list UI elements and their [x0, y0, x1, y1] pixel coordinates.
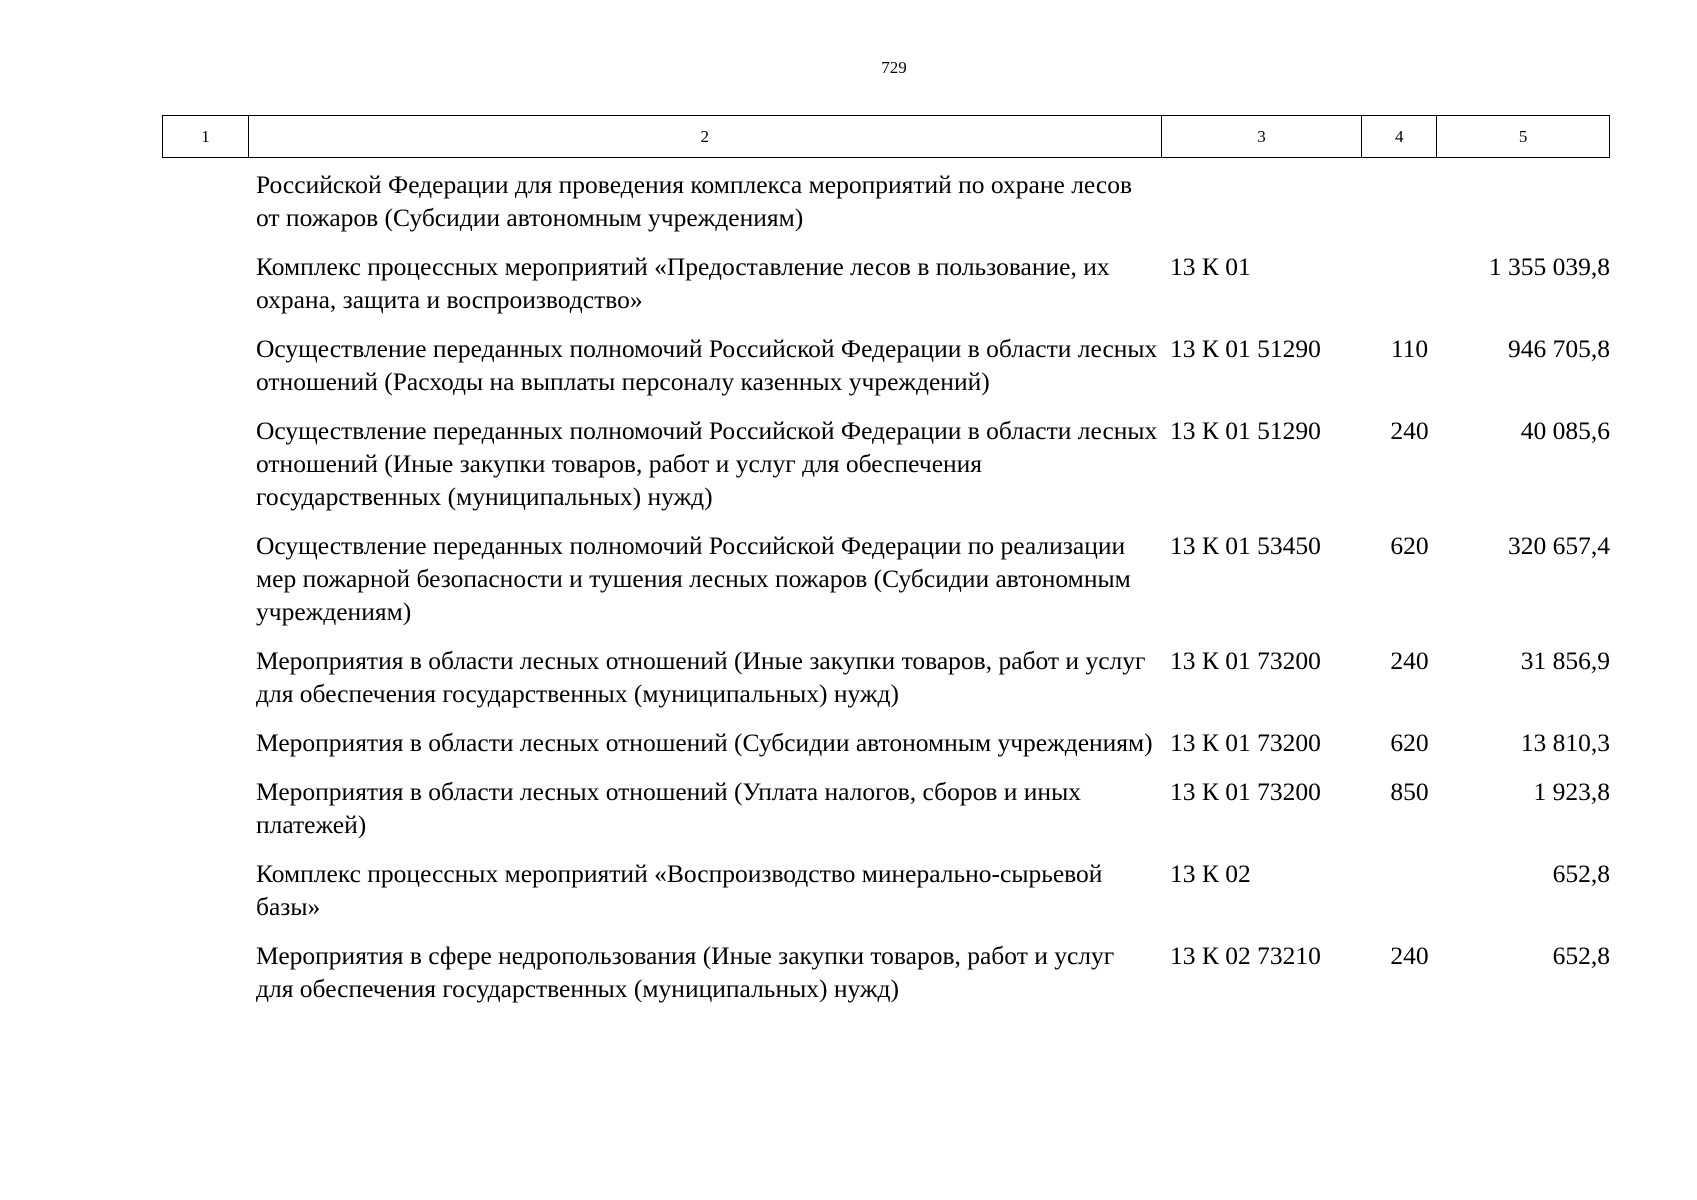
- row-sum: 652,8: [1552, 941, 1610, 970]
- row-code: [1170, 168, 1371, 234]
- table-header: [162, 115, 1610, 158]
- row-type: [1371, 250, 1446, 316]
- row-code: 13 К 01: [1170, 252, 1251, 281]
- row-type: 620: [1390, 728, 1429, 757]
- row-type: 240: [1390, 416, 1429, 445]
- row-type: [1371, 857, 1446, 923]
- row-name: Комплекс процессных мероприятий «Воспроизводство минерально-сырьевой базы»: [256, 859, 1103, 921]
- row-code: 13 К 01 73200: [1170, 646, 1321, 675]
- row-name: Мероприятия в области лесных отношений (Уплата налогов, сборов и иных платежей): [256, 777, 1081, 839]
- table-row: [256, 775, 1610, 841]
- header-col-5: 5: [1518, 126, 1528, 146]
- row-sum: 946 705,8: [1508, 334, 1610, 363]
- table-body: [256, 168, 1610, 1021]
- table-row: [256, 644, 1610, 710]
- header-col-4: 4: [1362, 116, 1437, 157]
- row-sum: 13 810,3: [1520, 728, 1610, 757]
- row-sum: 1 923,8: [1533, 777, 1610, 806]
- row-code: 13 К 01 73200: [1170, 728, 1321, 757]
- row-type: 620: [1390, 531, 1429, 560]
- row-name: Осуществление переданных полномочий Российской Федерации по реализации мер пожарной безопасности и тушения лесных пожаров (Субсидии автономным учреждениям): [256, 531, 1131, 626]
- row-code: 13 К 02 73210: [1170, 941, 1321, 970]
- row-sum: 652,8: [1552, 859, 1610, 888]
- row-name: Мероприятия в сфере недропользования (Иные закупки товаров, работ и услуг для обеспечения государственных (муниципальных) нужд): [256, 941, 1115, 1003]
- row-type: 110: [1390, 334, 1429, 363]
- table-row: [256, 726, 1610, 759]
- row-code: 13 К 01 73200: [1170, 777, 1321, 806]
- table-row: [256, 414, 1610, 513]
- table-row: [256, 168, 1610, 234]
- page-number: 729: [881, 58, 907, 77]
- row-sum: 40 085,6: [1520, 416, 1610, 445]
- table-row: [256, 939, 1610, 1005]
- table-row: [256, 857, 1610, 923]
- row-sum: 320 657,4: [1508, 531, 1610, 560]
- header-col-3: 3: [1162, 116, 1363, 157]
- table-row: [256, 250, 1610, 316]
- row-name: Комплекс процессных мероприятий «Предоставление лесов в пользование, их охрана, защита и воспроизводство»: [256, 252, 1110, 314]
- row-name: Мероприятия в области лесных отношений (Иные закупки товаров, работ и услуг для обеспечения государственных (муниципальных) нужд): [256, 646, 1146, 708]
- row-sum: 1 355 039,8: [1488, 252, 1610, 281]
- row-name: Осуществление переданных полномочий Российской Федерации в области лесных отношений (Иные закупки товаров, работ и услуг для обеспечения государственных (муниципальных) нужд): [256, 416, 1158, 511]
- row-code: 13 К 01 51290: [1170, 334, 1321, 363]
- row-type: [1371, 168, 1446, 234]
- row-type: 240: [1390, 646, 1429, 675]
- row-code: 13 К 02: [1170, 859, 1251, 888]
- header-col-2: 2: [249, 116, 1162, 157]
- row-name: Российской Федерации для проведения комплекса мероприятий по охране лесов от пожаров (Субсидии автономным учреждениям): [256, 170, 1132, 232]
- row-name: Мероприятия в области лесных отношений (Субсидии автономным учреждениям): [256, 728, 1153, 757]
- row-code: 13 К 01 51290: [1170, 416, 1321, 445]
- row-sum: 31 856,9: [1520, 646, 1610, 675]
- table-row: [256, 529, 1610, 628]
- row-type: 240: [1390, 941, 1429, 970]
- row-name: Осуществление переданных полномочий Российской Федерации в области лесных отношений (Расходы на выплаты персоналу казенных учреждений): [256, 334, 1158, 396]
- row-code: 13 К 01 53450: [1170, 531, 1321, 560]
- table-row: [256, 332, 1610, 398]
- row-sum: [1446, 168, 1610, 234]
- header-col-1: 1: [163, 116, 249, 157]
- row-type: 850: [1390, 777, 1429, 806]
